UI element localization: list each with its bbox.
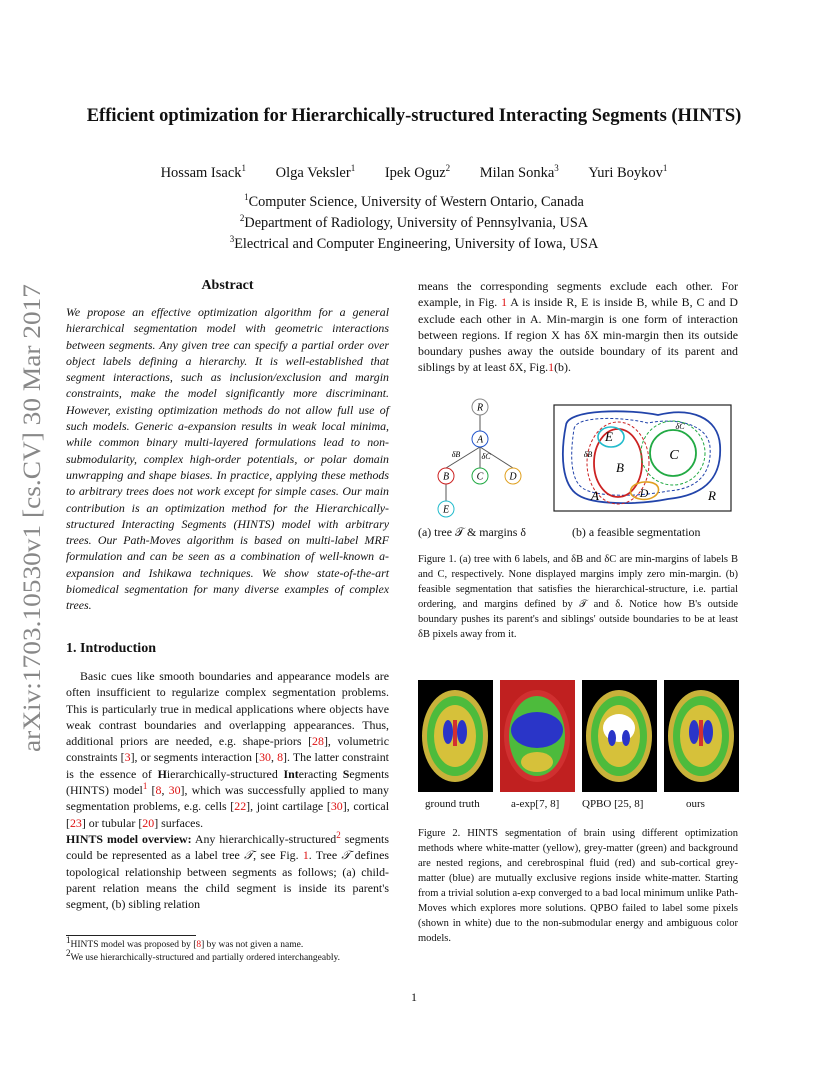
author: Hossam Isack$^1$ — [160, 163, 247, 181]
footnote: $^2$We use hierarchically-structured and partially ordered interchangeably. — [66, 947, 341, 963]
subcaption-a: (a) tree 𝒯 & margins δ — [418, 525, 526, 539]
feasible-segmentation — [554, 405, 731, 511]
tree-node-label: D — [509, 471, 517, 483]
arxiv-stamp — [10, 282, 48, 752]
affiliation: $^2$Department of Radiology, University of Pennsylvania, USA — [239, 213, 589, 231]
citation-link[interactable]: 30 — [259, 750, 271, 765]
figure-1 — [418, 395, 738, 545]
intro-text — [66, 668, 389, 912]
citation-link[interactable]: 30 — [168, 783, 181, 798]
tree-node-label: B — [442, 471, 450, 483]
subcaption-b: (b) a feasible segmentation — [572, 525, 701, 539]
figure-1-graphic — [418, 395, 738, 525]
author-list — [60, 165, 768, 182]
region-label: E — [605, 429, 613, 444]
image-label: ground truth — [425, 798, 480, 810]
region-label: A — [591, 488, 599, 503]
section-heading: 1. Introduction — [66, 641, 156, 656]
brain-image-ours — [664, 680, 739, 792]
figure-2-caption: Figure 2. HINTS segmentation of brain using different optimization methods where white-matter (yellow), grey-matter (green) and background are nested regions, and cerebrospinal fluid (red) and sub-cortical grey-matter (blue) are mutually exclusive regions inside white-matter. Starting from a trivial solution a-exp converged to a bad local minimum unlike Path-Moves which explores more solutions. QPBO failed to label some pixels (shown in white) due to the non-submodular energy and ambiguous color models. — [418, 828, 738, 944]
citation-link[interactable]: 3 — [124, 750, 131, 765]
brain-image-a-exp — [500, 680, 575, 792]
affiliation: $^3$Electrical and Computer Engineering, University of Iowa, USA — [229, 234, 599, 252]
paragraph: HINTS model overview: Any hierarchically-structured$^2$ segments could be represented as a label tree 𝒯, see Fig. 1. Tree 𝒯 defines topological relationship between segments as follows; (a) child-parent relation means the child segment is inside its parent's segment, (b) sibling relation — [66, 830, 389, 912]
figure-link[interactable]: 1 — [302, 848, 309, 863]
region-label: C — [669, 448, 679, 463]
tree-node-label: A — [476, 434, 484, 446]
paragraph: Basic cues like smooth boundaries and appearance models are often insufficient to regularize complex segmentation problems. This is particularly true in medical applications where objects have weak contrast boundaries and overlapping appearances. Thus, additional priors are needed, e.g. shape-priors [28], volumetric constraints [3], or segments interaction [30, 8]. The latter constraint is the essence of Hierarchically-structured Interacting Segments (HINTS) model$^1$ [8, 30], which was successfully applied to many segmentation problems, e.g. cells [22], joint cartilage [30], cortical [23] or tubular [20] surfaces. — [66, 669, 390, 830]
region-label: δC — [675, 422, 685, 431]
author: Olga Veksler$^1$ — [275, 163, 356, 181]
image-label: a-exp[7, 8] — [511, 798, 560, 810]
abstract-text: We propose an effective optimization algorithm for a general hierarchical segmentation model with geometric interactions between segments. Any given tree can specify a partial order over object labels defining a hierarchy. It is well-established that segment interactions, such as inclusion/exclusion and margin constraints, make the model significantly more discriminant. However, existing optimization methods do not allow full use of such models. Generic a-expansion results in weak local minima, while common binary multi-layered formulations lead to non-submodularity, complex high-order potentials, or polar domain unwrapping and shape biases. In practice, applying these methods to arbitrary trees does not work except for simple cases. Our main contribution is an optimization method for the Hierarchically-structured Interacting Segments (HINTS) model with arbitrary trees. Our Path-Moves algorithm is based on multi-label MRF formulation and can be seen as a combination of well-known a-expansion and Ishikawa techniques. We show state-of-the-art biomedical segmentation for many diverse examples of complex trees. — [66, 305, 389, 613]
figure-link[interactable]: 1 — [501, 295, 508, 310]
author: Milan Sonka$^3$ — [479, 163, 559, 181]
affiliation: $^1$Computer Science, University of Western Ontario, Canada — [244, 192, 584, 210]
citation-link[interactable]: 30 — [330, 799, 343, 814]
citation-link[interactable]: 8 — [155, 783, 162, 798]
author: Ipek Oguz$^2$ — [384, 163, 451, 181]
footnotes — [66, 934, 389, 965]
margin-label: δC — [481, 452, 491, 461]
citation-link[interactable]: 8 — [196, 940, 202, 950]
author: Yuri Boykov$^1$ — [588, 163, 668, 181]
tree-node-label: R — [476, 402, 484, 414]
figure-link[interactable]: 1 — [548, 360, 555, 375]
footnote: $^1$HINTS model was proposed by [8] by was not given a name. — [66, 934, 304, 950]
affiliations — [60, 192, 768, 255]
region-label: B — [616, 460, 624, 475]
margin-label: δB — [451, 450, 461, 459]
brain-image-ground-truth — [418, 680, 493, 792]
image-label: QPBO [25, 8] — [582, 798, 644, 810]
footnote-link[interactable]: 2 — [336, 830, 341, 840]
label-tree — [438, 399, 521, 517]
footnote-link[interactable]: 1 — [142, 781, 148, 792]
citation-link[interactable]: 22 — [234, 799, 247, 814]
image-label: ours — [686, 798, 705, 810]
region-label: R — [708, 488, 716, 503]
brain-image-qpbo — [582, 680, 657, 792]
citation-link[interactable]: 23 — [69, 815, 82, 830]
tree-node-label: C — [476, 471, 484, 483]
footnote-divider — [66, 935, 196, 936]
region-label: δB — [583, 450, 593, 459]
figure-1-caption: Figure 1. (a) tree with 6 labels, and δB and δC are min-margins of labels B and C, respectively. None displayed margins imply zero min-margin. (b) feasible segmentation that satisfies the hierarchical-structure, i.e. partial ordering, and margins defined by 𝒯 and δ. Notice how B's outside boundary pushes its parent's and siblings' outside boundaries to be at least δB pixels away from it. — [418, 554, 738, 640]
page-number: 1 — [411, 990, 417, 1004]
citation-link[interactable]: 28 — [312, 734, 324, 749]
region-label: D — [639, 486, 649, 500]
tree-node-label: E — [442, 504, 450, 516]
citation-link[interactable]: 20 — [142, 815, 155, 830]
abstract-heading: Abstract — [201, 278, 254, 293]
citation-link[interactable]: 8 — [277, 750, 284, 765]
arxiv-id: arXiv:1703.10530v1 [cs.CV] 30 Mar 2017 — [19, 324, 46, 752]
figure-2 — [418, 680, 740, 792]
body-text: means the corresponding segments exclude each other. For example, in Fig. 1 A is inside R, E is inside B, while B, C and D exclude each other in A. Min-margin is one form of interaction between regions. If region X has δX min-margin then its outside boundary pushes away the outside boundary of its parent and siblings by at least δX, Fig.1(b). — [418, 279, 738, 375]
paper-title: Efficient optimization for Hierarchically-structured Interacting Segments (HINTS) — [86, 106, 742, 126]
